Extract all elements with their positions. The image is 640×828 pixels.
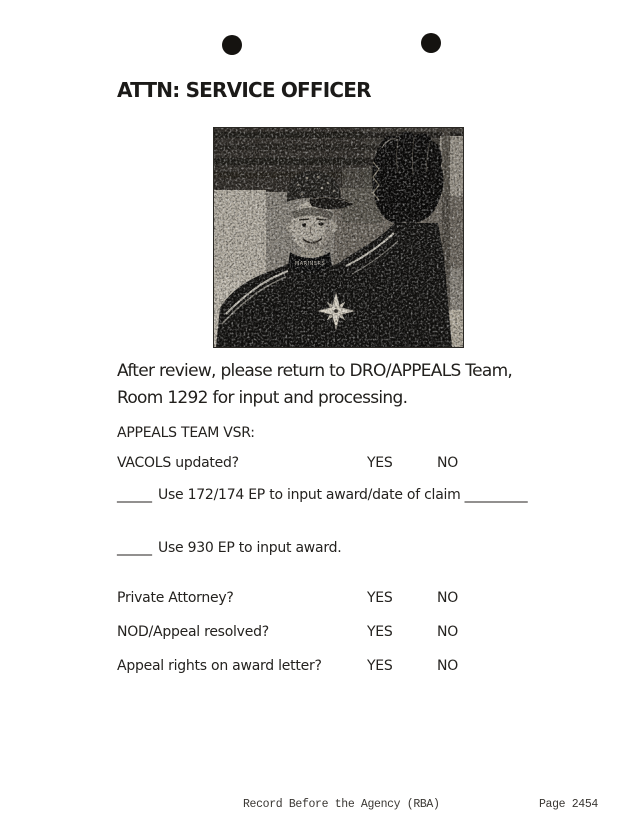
question-label: NOD/Appeal resolved? — [117, 624, 269, 640]
player-photo-art — [214, 128, 463, 347]
no-option: NO — [437, 590, 458, 606]
no-option: NO — [437, 658, 458, 674]
question-row-appeal-rights — [117, 658, 537, 676]
hole-punch-dot-left — [222, 35, 242, 55]
yes-option: YES — [367, 455, 393, 471]
fill-in-blank: _____ — [117, 540, 152, 556]
hole-punch-dot-right — [421, 33, 441, 53]
yes-option: YES — [367, 658, 393, 674]
checklist-text: Use 172/174 EP to input award/date of claim — [158, 487, 461, 503]
no-option: NO — [437, 624, 458, 640]
yes-option: YES — [367, 590, 393, 606]
checklist-line-930 — [117, 540, 345, 556]
yes-option: YES — [367, 624, 393, 640]
scan-grain-light — [214, 128, 463, 347]
footer-page-number: Page 2454 — [539, 798, 598, 811]
no-option: NO — [437, 455, 458, 471]
question-row-attorney — [117, 590, 537, 608]
question-label: Appeal rights on award letter? — [117, 658, 322, 674]
page-title: ATTN: SERVICE OFFICER — [117, 78, 371, 102]
question-row-nod-appeal — [117, 624, 537, 642]
section-label: APPEALS TEAM VSR: — [117, 425, 255, 441]
question-label: Private Attorney? — [117, 590, 234, 606]
intro-paragraph — [117, 358, 512, 411]
question-row-vacols — [117, 455, 537, 473]
intro-line-2: Room 1292 for input and processing. — [117, 387, 408, 408]
checklist-line-172-174 — [117, 487, 528, 503]
fill-in-blank: _________ — [464, 487, 528, 503]
player-photo — [213, 127, 464, 348]
checklist-text: Use 930 EP to input award. — [158, 540, 342, 556]
intro-line-1: After review, please return to DRO/APPEALS Team, — [117, 361, 513, 381]
footer-record-label: Record Before the Agency (RBA) — [243, 798, 440, 811]
page-footer — [0, 798, 640, 814]
question-label: VACOLS updated? — [117, 455, 239, 471]
fill-in-blank: _____ — [117, 487, 152, 503]
